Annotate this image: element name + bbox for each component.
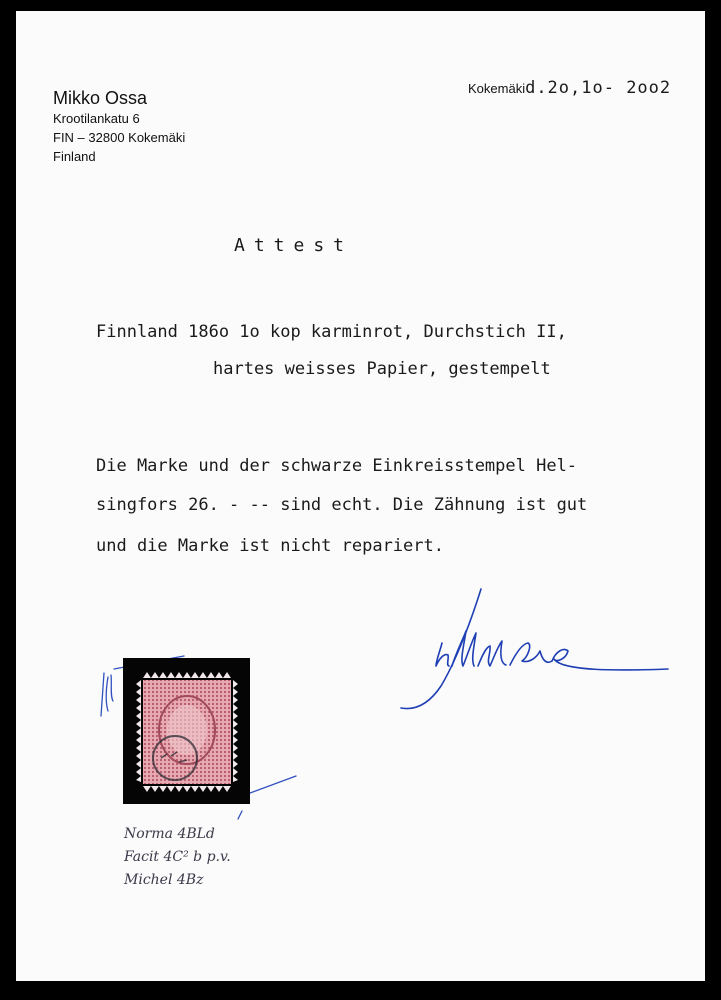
dateline-date: d.2o,1o- 2oo2	[525, 78, 672, 98]
dateline-place: Kokemäki	[468, 81, 526, 96]
stamp-mount	[123, 658, 250, 804]
sender-name: Mikko Ossa	[53, 88, 148, 108]
catalog-note-facit: Facit 4C² b p.v.	[124, 849, 231, 865]
postage-stamp-icon	[123, 658, 250, 804]
sender-country: Finland	[53, 149, 96, 164]
catalog-note-michel: Michel 4Bz	[124, 872, 204, 888]
signature-icon	[16, 11, 705, 981]
catalog-note-norma: Norma 4BLd	[124, 826, 215, 842]
description-line-1: Finnland 186o 1o kop karminrot, Durchstich II,	[96, 322, 567, 342]
body-line-1: Die Marke und der schwarze Einkreisstempel Hel-	[96, 456, 578, 476]
description-line-2: hartes weisses Papier, gestempelt	[213, 359, 551, 379]
sender-street: Krootilankatu 6	[53, 111, 140, 126]
body-line-2: singfors 26. - -- sind echt. Die Zähnung ist gut	[96, 495, 588, 515]
certificate-title: Attest	[234, 235, 354, 256]
body-line-3: und die Marke ist nicht repariert.	[96, 536, 444, 556]
sender-postal: FIN – 32800 Kokemäki	[53, 130, 186, 145]
certificate-page	[16, 11, 705, 981]
